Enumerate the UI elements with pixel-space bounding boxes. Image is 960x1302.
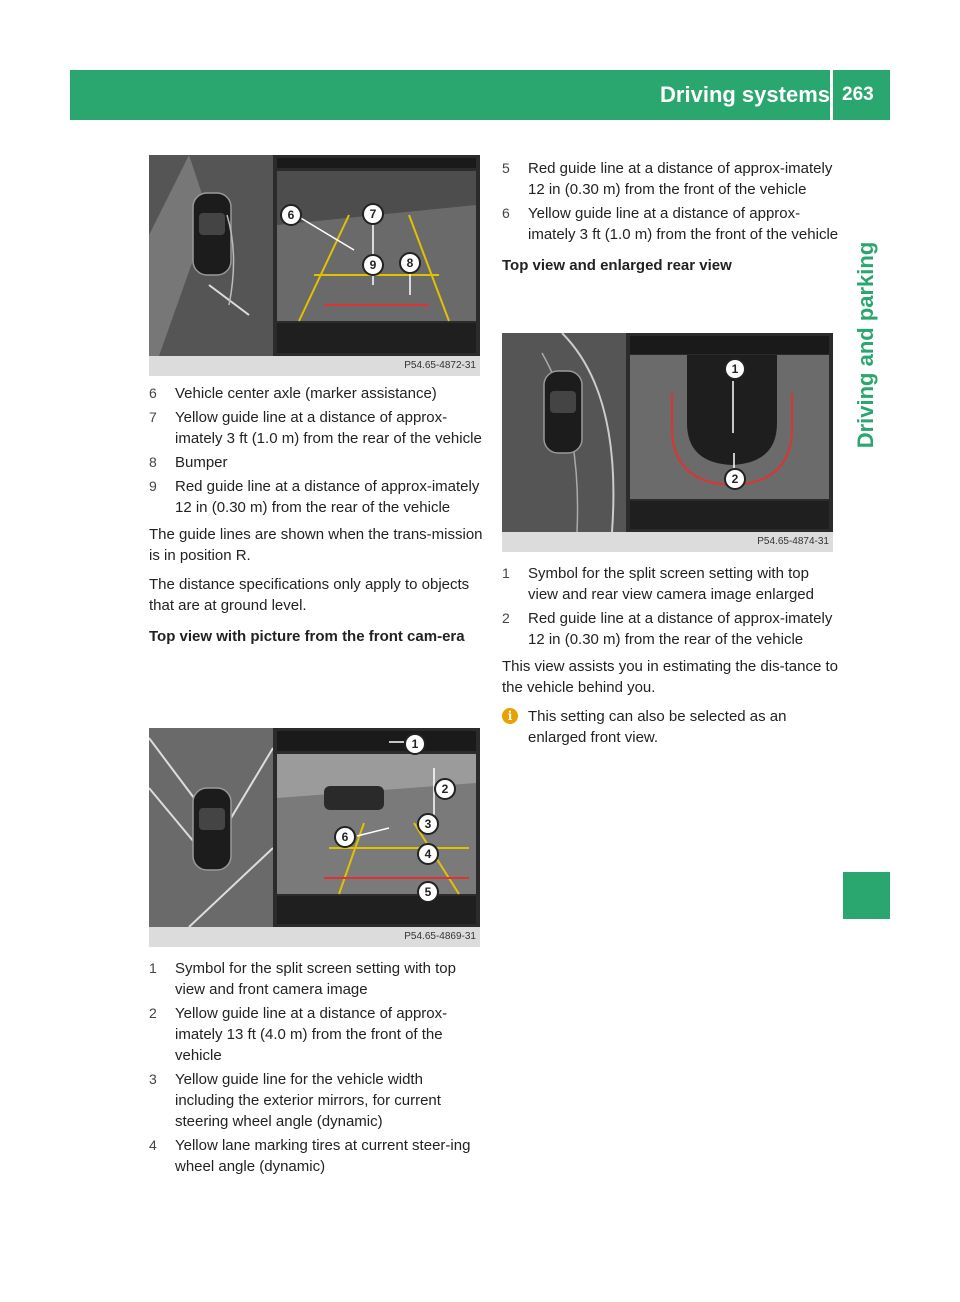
side-tab-marker	[843, 872, 890, 919]
figure-front-camera	[149, 728, 480, 947]
info-note: i This setting can also be selected as an enlarged front view.	[502, 706, 840, 748]
left-column-top	[149, 383, 484, 653]
figure-code: P54.65-4869-31	[404, 931, 476, 942]
item-number: 1	[149, 960, 157, 976]
list-item: 6 Vehicle center axle (marker assistance)	[149, 385, 437, 402]
list-item: 9 Red guide line at a distance of approx-imately 12 in (0.30 m) from the rear of the vehicle	[149, 478, 480, 516]
header-divider	[830, 70, 833, 120]
callout-3: 3	[417, 813, 439, 835]
paragraph: The guide lines are shown when the trans-mission is in position R.	[149, 526, 483, 564]
callout-2: 2	[434, 778, 456, 800]
figure-code-bar	[149, 927, 480, 947]
item-number: 6	[502, 205, 510, 221]
right-column-bottom	[502, 563, 840, 748]
list-item: 2 Red guide line at a distance of approx-imately 12 in (0.30 m) from the rear of the vehicle	[502, 610, 833, 648]
list-item: 2 Yellow guide line at a distance of approx-imately 13 ft (4.0 m) from the front of the vehicle	[149, 1005, 448, 1064]
item-number: 9	[149, 478, 157, 494]
figure-image	[502, 333, 833, 532]
page-number: 263	[842, 84, 874, 105]
callout-9: 9	[362, 254, 384, 276]
item-number: 4	[149, 1137, 157, 1153]
callout-7: 7	[362, 203, 384, 225]
item-number: 3	[149, 1071, 157, 1087]
callout-6: 6	[334, 826, 356, 848]
paragraph: The distance specifications only apply to objects that are at ground level.	[149, 576, 470, 614]
list-item: 1 Symbol for the split screen setting with top view and rear view camera image enlarged	[502, 565, 814, 603]
camera-view-illustration	[149, 155, 480, 356]
figure-rear-camera	[149, 155, 480, 376]
item-number: 8	[149, 454, 157, 470]
right-column-top	[502, 158, 840, 282]
callout-1: 1	[724, 358, 746, 380]
info-icon: i	[502, 708, 518, 724]
camera-view-illustration	[502, 333, 833, 532]
section-title: Driving systems	[660, 82, 830, 107]
list-item: 6 Yellow guide line at a distance of approx-imately 3 ft (1.0 m) from the front of the vehicle	[502, 205, 839, 243]
item-number: 1	[502, 565, 510, 581]
item-number: 5	[502, 160, 510, 176]
side-tab-label: Driving and parking	[853, 241, 878, 449]
list-item: 1 Symbol for the split screen setting with top view and front camera image	[149, 960, 456, 998]
figure-image	[149, 155, 480, 356]
figure-code-bar	[502, 532, 833, 552]
left-column-bottom	[149, 958, 484, 1180]
callout-5: 5	[417, 881, 439, 903]
list-item: 8 Bumper	[149, 454, 228, 471]
item-number: 7	[149, 409, 157, 425]
section-heading: Top view and enlarged rear view	[502, 257, 732, 274]
figure-code: P54.65-4872-31	[404, 360, 476, 371]
callout-4: 4	[417, 843, 439, 865]
figure-code-bar	[149, 356, 480, 376]
paragraph: This view assists you in estimating the dis-tance to the vehicle behind you.	[502, 658, 838, 696]
page-header	[70, 70, 890, 120]
list-item: 5 Red guide line at a distance of approx-imately 12 in (0.30 m) from the front of the vehicle	[502, 160, 833, 198]
list-item: 4 Yellow lane marking tires at current steer-ing wheel angle (dynamic)	[149, 1137, 471, 1175]
callout-2: 2	[724, 468, 746, 490]
callout-1: 1	[404, 733, 426, 755]
callout-6: 6	[280, 204, 302, 226]
item-number: 6	[149, 385, 157, 401]
section-heading: Top view with picture from the front cam-era	[149, 628, 465, 645]
figure-code: P54.65-4874-31	[757, 536, 829, 547]
list-item: 3 Yellow guide line for the vehicle width including the exterior mirrors, for current steering wheel angle (dynamic)	[149, 1071, 441, 1130]
list-item: 7 Yellow guide line at a distance of approx-imately 3 ft (1.0 m) from the rear of the vehicle	[149, 409, 482, 447]
figure-rear-enlarged	[502, 333, 833, 552]
item-number: 2	[149, 1005, 157, 1021]
item-number: 2	[502, 610, 510, 626]
figure-image	[149, 728, 480, 927]
callout-8: 8	[399, 252, 421, 274]
